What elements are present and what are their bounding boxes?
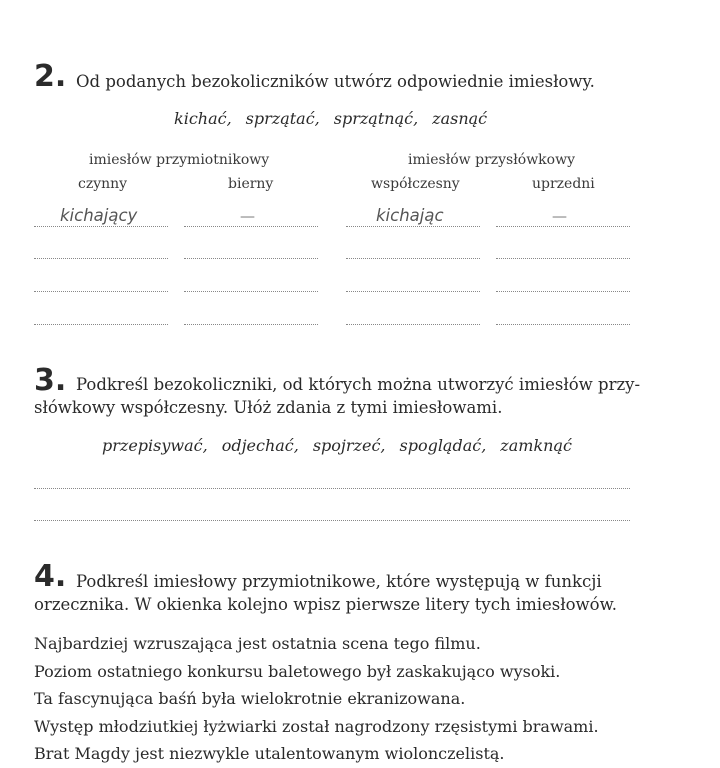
answer-line[interactable]: [496, 226, 630, 227]
exercise-2-number: 2.: [34, 59, 67, 94]
header-col-wspolczesny: współczesny: [371, 176, 460, 192]
word-sprzatac: sprzątać,: [245, 109, 320, 128]
header-col-bierny: bierny: [228, 176, 274, 192]
answer-c1-czynny[interactable]: kichający: [60, 206, 138, 225]
answer-c4-uprzedni[interactable]: —: [552, 207, 567, 225]
answer-c3-wspolczesny[interactable]: kichając: [376, 206, 444, 225]
answer-line[interactable]: [34, 226, 168, 227]
answer-line[interactable]: [184, 226, 318, 227]
sentence-5: Brat Magdy jest niezwykle utalentowanym wiolonczelistą.: [34, 744, 505, 763]
sentence-2: Poziom ostatniego konkursu baletowego był zaskakująco wysoki.: [34, 661, 561, 681]
exercise-4-instruction-line-2: orzecznika. W okienka kolejno wpisz pierwsze litery tych imiesłowów.: [34, 595, 618, 614]
answer-c2-bierny[interactable]: —: [240, 207, 255, 225]
word-odjechac: odjechać,: [221, 436, 299, 455]
answer-line[interactable]: [184, 324, 318, 325]
answer-line[interactable]: [496, 324, 630, 325]
header-group-przymiotnikowy: imiesłów przymiotnikowy: [89, 152, 270, 168]
exercise-3-number: 3.: [34, 363, 67, 398]
exercise-3-instruction-line-2: słówkowy współczesny. Ułóż zdania z tymi imiesłowami.: [34, 398, 503, 417]
exercise-2-word-list: [174, 109, 501, 128]
sentence-answer-line[interactable]: [34, 488, 630, 489]
answer-line[interactable]: [346, 291, 480, 292]
exercise-4-sentence-list: [34, 630, 599, 768]
word-kichac: kichać,: [174, 109, 232, 128]
word-zamknac: zamknąć: [500, 436, 572, 455]
sentence-3: Ta fascynująca baśń była wielokrotnie ekranizowana.: [34, 689, 466, 708]
word-sprzatnac: sprzątnąć,: [333, 109, 419, 128]
answer-line[interactable]: [496, 258, 630, 259]
sentence-1: Najbardziej wzruszająca jest ostatnia scena tego filmu.: [34, 634, 481, 653]
answer-line[interactable]: [34, 258, 168, 259]
answer-line[interactable]: [184, 258, 318, 259]
sentence-answer-line[interactable]: [34, 520, 630, 521]
exercise-3-word-list: [102, 436, 586, 455]
answer-line[interactable]: [34, 324, 168, 325]
word-spogladac: spoglądać,: [399, 436, 487, 455]
word-przepisywac: przepisywać,: [102, 436, 208, 455]
header-group-przyslowkowy: imiesłów przysłówkowy: [408, 152, 575, 168]
answer-line[interactable]: [496, 291, 630, 292]
exercise-2-instruction: Od podanych bezokoliczników utwórz odpowiednie imiesłowy.: [76, 72, 595, 91]
word-zasnac: zasnąć: [432, 109, 488, 128]
exercise-3-instruction-line-1: Podkreśl bezokoliczniki, od których można utworzyć imiesłów przy-: [76, 375, 641, 394]
exercise-4-number: 4.: [34, 559, 67, 594]
sentence-4: Występ młodziutkiej łyżwiarki został nagrodzony rzęsistymi brawami.: [34, 716, 599, 736]
answer-line[interactable]: [34, 291, 168, 292]
answer-line[interactable]: [346, 258, 480, 259]
word-spojrzec: spojrzeć,: [312, 436, 386, 455]
header-col-uprzedni: uprzedni: [532, 176, 595, 192]
exercise-4-instruction-line-1: Podkreśl imiesłowy przymiotnikowe, które występują w funkcji: [76, 572, 602, 591]
answer-line[interactable]: [184, 291, 318, 292]
answer-line[interactable]: [346, 226, 480, 227]
header-col-czynny: czynny: [78, 176, 128, 192]
answer-line[interactable]: [346, 324, 480, 325]
